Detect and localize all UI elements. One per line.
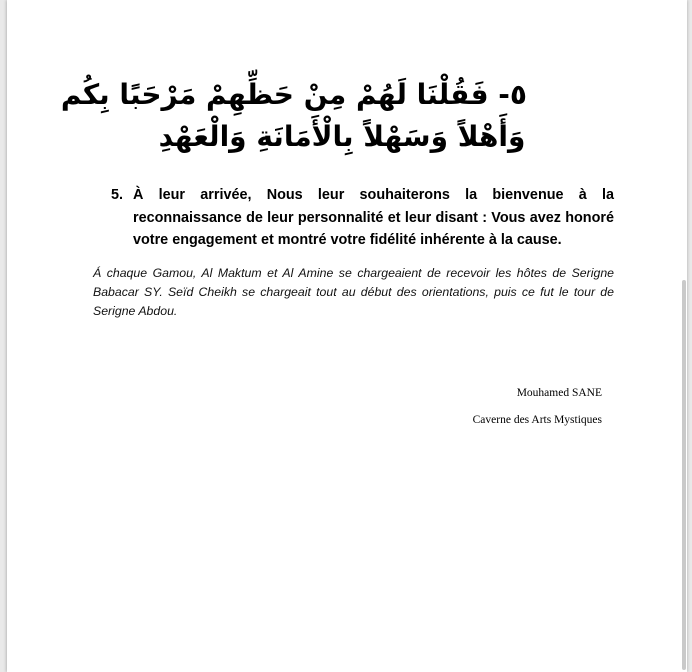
arabic-verse-line-1: ٥- فَقُلْنَا لَهُمْ مِنْ حَظِّهِمْ مَرْحَبًا بِكُم: [60, 78, 527, 111]
verse-translation: [111, 184, 614, 252]
verse-translation-text: À leur arrivée, Nous leur souhaiterons la bienvenue à la reconnaissance de leur personnalité et leur disant : Vous avez honoré votre engagement et montré votre fidélité inhérente à la cause.: [133, 187, 614, 248]
verse-number: 5.: [111, 187, 124, 203]
arabic-verse-line-2: وَأَهْلاً وَسَهْلاً بِالْأَمَانَةِ وَالْعَهْدِ: [158, 120, 526, 153]
signature-author: Mouhamed SANE: [516, 387, 602, 399]
commentary-note: Á chaque Gamou, Al Maktum et Al Amine se chargeaient de recevoir les hôtes de Serigne Babacar SY. Seïd Cheikh se chargeait tout au début des orientations, puis ce fut le tour de Serigne Abdou.: [93, 266, 614, 318]
signature-affiliation: Caverne des Arts Mystiques: [472, 414, 602, 426]
vertical-scrollbar[interactable]: [682, 280, 686, 670]
arabic-verse: [60, 74, 527, 158]
document-page: [7, 0, 687, 672]
